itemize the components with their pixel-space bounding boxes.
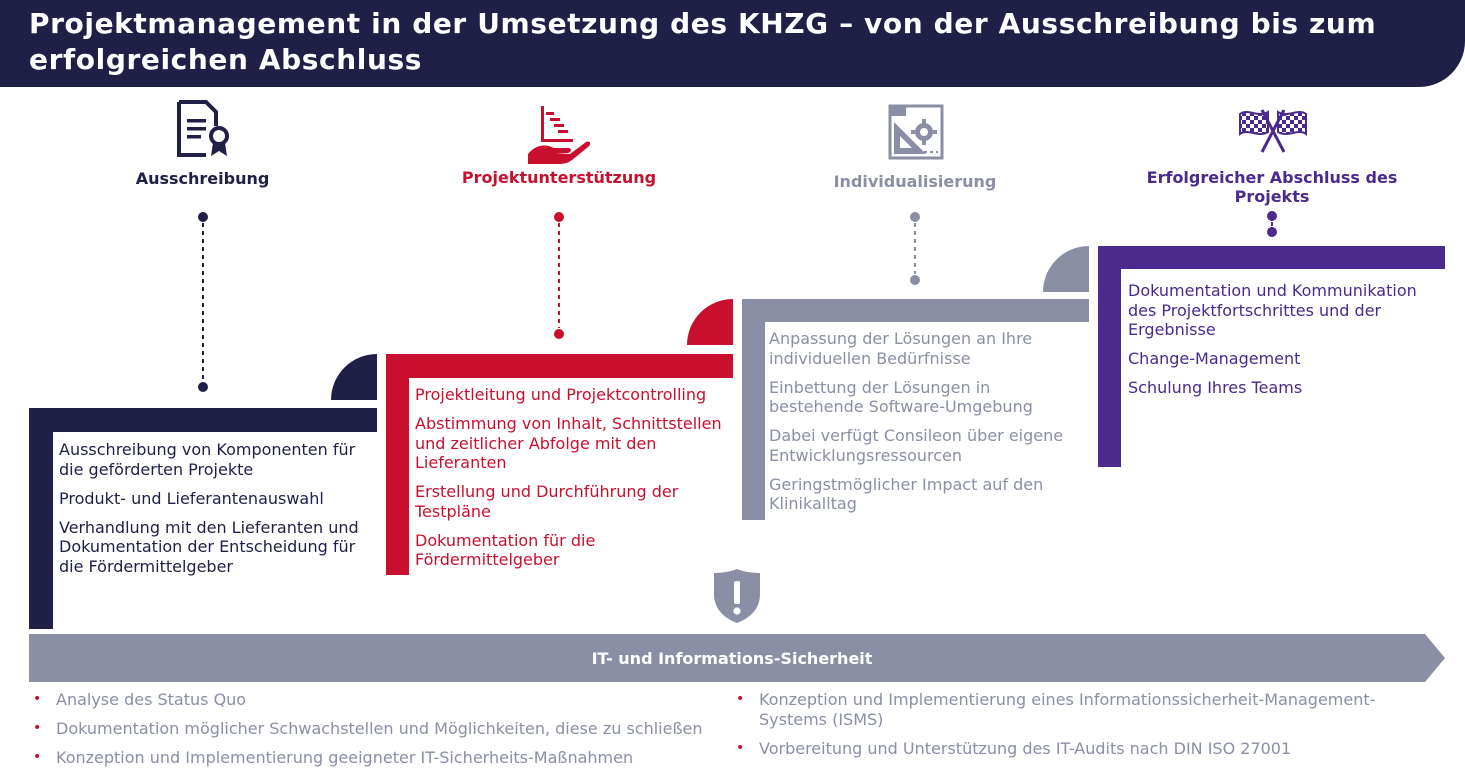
connector-individualisierung <box>909 211 921 286</box>
list-item: Produkt- und Lieferantenauswahl <box>59 488 324 508</box>
list-item: Erstellung und Durchführung der Testpläne <box>415 482 679 521</box>
hand-chart-icon <box>528 104 590 164</box>
page-title: Projektmanagement in der Umsetzung des KHZG – von der Ausschreibung bis zum erfolgreichen Abschluss <box>29 7 1377 76</box>
checkered-flags-icon <box>1238 108 1308 154</box>
bullet-icon: • <box>33 720 42 736</box>
list-item-text: Konzeption und Implementierung eines Informationssicherheit-Management-Systems (ISMS) <box>759 690 1376 729</box>
list-item: Schulung Ihres Teams <box>1128 378 1303 397</box>
box-header-individualisierung <box>742 299 1089 322</box>
phase-items-ausschreibung <box>59 440 374 586</box>
list-item-text: Dokumentation möglicher Schwachstellen und Möglichkeiten, diese zu schließen <box>56 719 703 738</box>
header-banner <box>0 0 1465 87</box>
security-label: IT- und Informations-Sicherheit <box>591 649 873 668</box>
list-item: Dokumentation und Kommunikation des Projektfortschrittes und der Ergebnisse <box>1128 281 1417 339</box>
list-item: Projektleitung und Projektcontrolling <box>415 385 707 404</box>
security-list-left <box>30 690 720 777</box>
phase-items-individualisierung <box>769 329 1085 523</box>
box-side-abschluss <box>1098 246 1121 467</box>
phase-label-ausschreibung: Ausschreibung <box>135 169 270 188</box>
bullet-icon: • <box>33 691 42 707</box>
connector-projektunterstuetzung <box>553 211 565 340</box>
list-item <box>30 748 720 768</box>
phase-label-abschluss: Erfolgreicher Abschluss des Projekts <box>1146 168 1398 206</box>
list-item-text: Vorbereitung und Unterstützung des IT-Audits nach DIN ISO 27001 <box>759 738 1292 758</box>
list-item: Anpassung der Lösungen an Ihre individuellen Bedürfnisse <box>769 329 1033 368</box>
blueprint-gear-icon <box>888 104 944 160</box>
connector-abschluss <box>1266 210 1278 238</box>
list-item: Geringstmöglicher Impact auf den Klinikalltag <box>769 474 1044 513</box>
box-side-ausschreibung <box>29 408 53 629</box>
phase-items-abschluss <box>1128 281 1440 407</box>
list-item <box>30 719 720 739</box>
list-item: Dokumentation für die Fördermittelgeber <box>415 530 596 569</box>
list-item-text: Konzeption und Implementierung geeigneter IT-Sicherheits-Maßnahmen <box>56 748 634 767</box>
document-certificate-icon <box>176 100 232 158</box>
list-item <box>733 690 1413 729</box>
security-list-right <box>733 690 1413 768</box>
box-header-ausschreibung <box>29 408 377 432</box>
bullet-icon: • <box>33 749 42 765</box>
list-item: Change-Management <box>1128 349 1301 368</box>
phase-items-projektunterstuetzung <box>415 385 733 579</box>
list-item <box>30 690 720 710</box>
bullet-icon: • <box>736 739 745 756</box>
list-item: Abstimmung von Inhalt, Schnittstellen und zeitlicher Abfolge mit den Lieferanten <box>415 414 722 472</box>
list-item-text: Analyse des Status Quo <box>56 690 247 709</box>
bullet-icon: • <box>736 691 745 707</box>
phase-label-projektunterstuetzung: Projektunterstützung <box>461 168 657 187</box>
corner-curve-projektunterstuetzung <box>687 299 733 345</box>
phase-label-individualisierung: Individualisierung <box>833 172 997 191</box>
box-header-projektunterstuetzung <box>386 354 733 378</box>
connector-ausschreibung <box>197 211 209 393</box>
shield-warning-icon <box>713 568 761 624</box>
list-item: Dabei verfügt Consileon über eigene Entwicklungsressourcen <box>769 426 1064 465</box>
list-item: Ausschreibung von Komponenten für die geförderten Projekte <box>59 440 356 479</box>
list-item <box>733 739 1413 759</box>
list-item: Verhandlung mit den Lieferanten und Dokumentation der Entscheidung für die Fördermittelgeber <box>59 517 359 576</box>
corner-curve-individualisierung <box>1043 246 1089 292</box>
list-item: Einbettung der Lösungen in bestehende Software-Umgebung <box>769 377 1033 416</box>
corner-curve-ausschreibung <box>331 354 377 400</box>
box-side-projektunterstuetzung <box>386 354 409 575</box>
box-header-abschluss <box>1098 246 1445 269</box>
box-side-individualisierung <box>742 299 765 520</box>
